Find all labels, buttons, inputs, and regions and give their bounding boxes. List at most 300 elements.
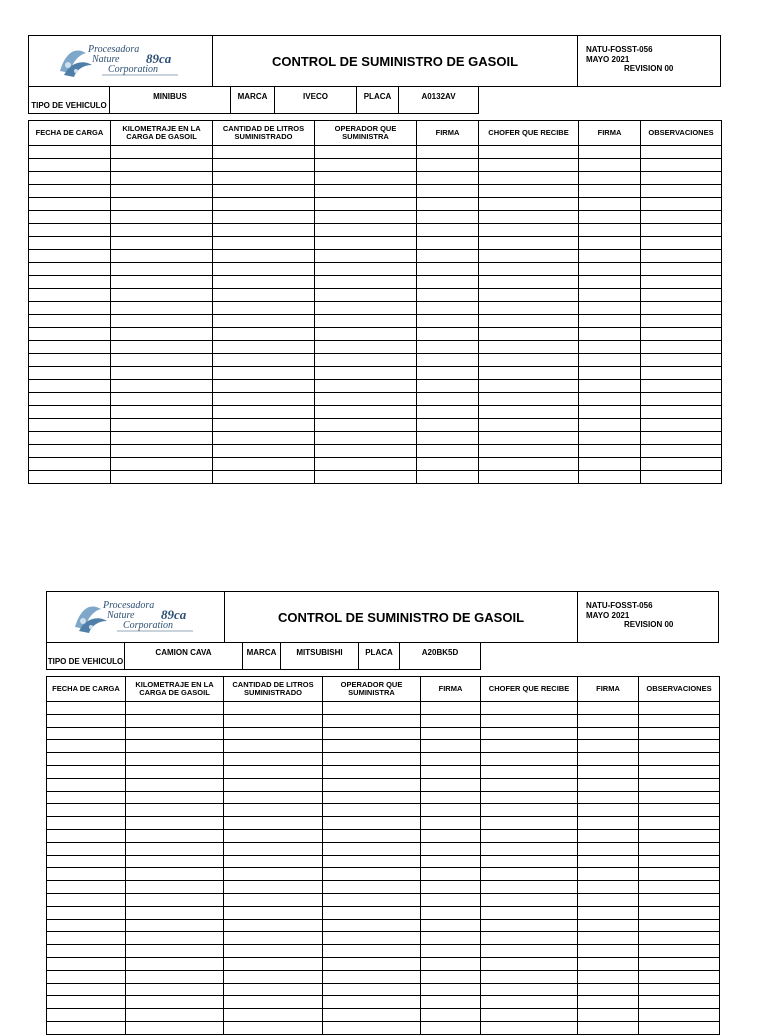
table-cell[interactable]	[641, 406, 722, 419]
table-cell[interactable]	[479, 198, 579, 211]
table-cell[interactable]	[29, 458, 111, 471]
table-cell[interactable]	[641, 185, 722, 198]
table-cell[interactable]	[29, 159, 111, 172]
table-cell[interactable]	[111, 302, 213, 315]
table-cell[interactable]	[126, 868, 224, 881]
table-cell[interactable]	[126, 919, 224, 932]
table-cell[interactable]	[639, 893, 720, 906]
table-cell[interactable]	[213, 367, 315, 380]
table-cell[interactable]	[224, 906, 323, 919]
table-cell[interactable]	[417, 159, 479, 172]
table-cell[interactable]	[29, 315, 111, 328]
table-cell[interactable]	[579, 224, 641, 237]
table-cell[interactable]	[47, 893, 126, 906]
table-cell[interactable]	[126, 1009, 224, 1022]
table-cell[interactable]	[417, 198, 479, 211]
table-cell[interactable]	[421, 868, 481, 881]
table-cell[interactable]	[323, 919, 421, 932]
table-cell[interactable]	[578, 765, 639, 778]
table-cell[interactable]	[47, 932, 126, 945]
table-cell[interactable]	[126, 932, 224, 945]
table-cell[interactable]	[323, 932, 421, 945]
table-cell[interactable]	[481, 791, 578, 804]
table-cell[interactable]	[641, 302, 722, 315]
table-cell[interactable]	[47, 983, 126, 996]
table-cell[interactable]	[579, 211, 641, 224]
table-cell[interactable]	[29, 328, 111, 341]
table-cell[interactable]	[224, 791, 323, 804]
table-cell[interactable]	[579, 341, 641, 354]
table-cell[interactable]	[29, 406, 111, 419]
table-cell[interactable]	[47, 906, 126, 919]
table-cell[interactable]	[479, 367, 579, 380]
table-cell[interactable]	[479, 315, 579, 328]
table-cell[interactable]	[481, 1009, 578, 1022]
table-cell[interactable]	[224, 702, 323, 715]
table-cell[interactable]	[641, 289, 722, 302]
table-cell[interactable]	[417, 471, 479, 484]
table-cell[interactable]	[481, 855, 578, 868]
table-cell[interactable]	[421, 765, 481, 778]
table-cell[interactable]	[315, 289, 417, 302]
table-cell[interactable]	[579, 302, 641, 315]
table-cell[interactable]	[111, 250, 213, 263]
table-cell[interactable]	[421, 1009, 481, 1022]
table-cell[interactable]	[641, 146, 722, 159]
table-cell[interactable]	[641, 432, 722, 445]
table-cell[interactable]	[481, 996, 578, 1009]
table-cell[interactable]	[315, 237, 417, 250]
table-cell[interactable]	[641, 224, 722, 237]
table-cell[interactable]	[111, 289, 213, 302]
table-cell[interactable]	[579, 471, 641, 484]
table-cell[interactable]	[578, 842, 639, 855]
table-cell[interactable]	[126, 957, 224, 970]
table-cell[interactable]	[47, 1021, 126, 1034]
table-cell[interactable]	[421, 932, 481, 945]
table-cell[interactable]	[224, 855, 323, 868]
table-cell[interactable]	[641, 198, 722, 211]
table-cell[interactable]	[213, 419, 315, 432]
table-cell[interactable]	[639, 702, 720, 715]
table-cell[interactable]	[481, 919, 578, 932]
table-cell[interactable]	[479, 250, 579, 263]
table-cell[interactable]	[315, 159, 417, 172]
table-cell[interactable]	[421, 791, 481, 804]
table-cell[interactable]	[224, 945, 323, 958]
table-cell[interactable]	[639, 919, 720, 932]
table-cell[interactable]	[639, 804, 720, 817]
table-cell[interactable]	[47, 970, 126, 983]
table-cell[interactable]	[641, 276, 722, 289]
table-cell[interactable]	[417, 367, 479, 380]
table-cell[interactable]	[315, 380, 417, 393]
table-cell[interactable]	[578, 868, 639, 881]
table-cell[interactable]	[481, 945, 578, 958]
table-cell[interactable]	[47, 945, 126, 958]
table-cell[interactable]	[421, 906, 481, 919]
table-cell[interactable]	[224, 1021, 323, 1034]
table-cell[interactable]	[126, 791, 224, 804]
table-cell[interactable]	[417, 263, 479, 276]
table-cell[interactable]	[47, 996, 126, 1009]
table-cell[interactable]	[126, 881, 224, 894]
table-cell[interactable]	[315, 367, 417, 380]
table-cell[interactable]	[213, 211, 315, 224]
table-cell[interactable]	[417, 172, 479, 185]
table-cell[interactable]	[111, 185, 213, 198]
table-cell[interactable]	[421, 727, 481, 740]
table-cell[interactable]	[224, 881, 323, 894]
table-cell[interactable]	[578, 791, 639, 804]
table-cell[interactable]	[421, 714, 481, 727]
table-cell[interactable]	[29, 224, 111, 237]
table-cell[interactable]	[323, 842, 421, 855]
table-cell[interactable]	[639, 983, 720, 996]
table-cell[interactable]	[111, 341, 213, 354]
table-cell[interactable]	[481, 778, 578, 791]
table-cell[interactable]	[29, 185, 111, 198]
table-cell[interactable]	[224, 765, 323, 778]
table-cell[interactable]	[579, 146, 641, 159]
table-cell[interactable]	[421, 983, 481, 996]
table-cell[interactable]	[417, 276, 479, 289]
table-cell[interactable]	[111, 354, 213, 367]
table-cell[interactable]	[479, 289, 579, 302]
table-cell[interactable]	[578, 740, 639, 753]
table-cell[interactable]	[481, 727, 578, 740]
table-cell[interactable]	[126, 702, 224, 715]
table-cell[interactable]	[224, 714, 323, 727]
table-cell[interactable]	[641, 458, 722, 471]
table-cell[interactable]	[111, 276, 213, 289]
table-cell[interactable]	[315, 198, 417, 211]
table-cell[interactable]	[421, 829, 481, 842]
table-cell[interactable]	[579, 289, 641, 302]
table-cell[interactable]	[481, 906, 578, 919]
table-cell[interactable]	[578, 1021, 639, 1034]
table-cell[interactable]	[417, 458, 479, 471]
table-cell[interactable]	[126, 1021, 224, 1034]
table-cell[interactable]	[639, 945, 720, 958]
table-cell[interactable]	[323, 945, 421, 958]
table-cell[interactable]	[641, 341, 722, 354]
table-cell[interactable]	[126, 817, 224, 830]
table-cell[interactable]	[224, 996, 323, 1009]
table-cell[interactable]	[224, 1009, 323, 1022]
table-cell[interactable]	[47, 868, 126, 881]
table-cell[interactable]	[479, 211, 579, 224]
table-cell[interactable]	[639, 868, 720, 881]
table-cell[interactable]	[421, 881, 481, 894]
table-cell[interactable]	[29, 419, 111, 432]
table-cell[interactable]	[639, 753, 720, 766]
table-cell[interactable]	[479, 393, 579, 406]
table-cell[interactable]	[641, 328, 722, 341]
table-cell[interactable]	[578, 829, 639, 842]
table-cell[interactable]	[579, 172, 641, 185]
table-cell[interactable]	[481, 702, 578, 715]
table-cell[interactable]	[126, 778, 224, 791]
table-cell[interactable]	[323, 868, 421, 881]
table-cell[interactable]	[323, 740, 421, 753]
table-cell[interactable]	[578, 702, 639, 715]
table-cell[interactable]	[29, 276, 111, 289]
table-cell[interactable]	[641, 315, 722, 328]
table-cell[interactable]	[323, 714, 421, 727]
table-cell[interactable]	[579, 250, 641, 263]
table-cell[interactable]	[213, 445, 315, 458]
table-cell[interactable]	[315, 406, 417, 419]
table-cell[interactable]	[579, 367, 641, 380]
table-cell[interactable]	[126, 765, 224, 778]
table-cell[interactable]	[421, 778, 481, 791]
table-cell[interactable]	[111, 237, 213, 250]
table-cell[interactable]	[29, 393, 111, 406]
table-cell[interactable]	[578, 727, 639, 740]
table-cell[interactable]	[481, 957, 578, 970]
table-cell[interactable]	[111, 211, 213, 224]
table-cell[interactable]	[639, 791, 720, 804]
table-cell[interactable]	[315, 432, 417, 445]
table-cell[interactable]	[213, 341, 315, 354]
table-cell[interactable]	[421, 702, 481, 715]
table-cell[interactable]	[224, 804, 323, 817]
table-cell[interactable]	[417, 380, 479, 393]
table-cell[interactable]	[29, 237, 111, 250]
table-cell[interactable]	[126, 906, 224, 919]
table-cell[interactable]	[579, 393, 641, 406]
table-cell[interactable]	[421, 957, 481, 970]
table-cell[interactable]	[315, 458, 417, 471]
table-cell[interactable]	[639, 727, 720, 740]
table-cell[interactable]	[47, 829, 126, 842]
table-cell[interactable]	[639, 817, 720, 830]
table-cell[interactable]	[323, 829, 421, 842]
table-cell[interactable]	[213, 458, 315, 471]
table-cell[interactable]	[29, 289, 111, 302]
table-cell[interactable]	[481, 893, 578, 906]
table-cell[interactable]	[479, 328, 579, 341]
table-cell[interactable]	[315, 211, 417, 224]
table-cell[interactable]	[111, 471, 213, 484]
table-cell[interactable]	[315, 276, 417, 289]
table-cell[interactable]	[29, 198, 111, 211]
table-cell[interactable]	[578, 804, 639, 817]
table-cell[interactable]	[315, 341, 417, 354]
table-cell[interactable]	[213, 198, 315, 211]
table-cell[interactable]	[639, 932, 720, 945]
table-cell[interactable]	[479, 237, 579, 250]
table-cell[interactable]	[479, 172, 579, 185]
table-cell[interactable]	[481, 842, 578, 855]
table-cell[interactable]	[421, 945, 481, 958]
table-cell[interactable]	[126, 804, 224, 817]
table-cell[interactable]	[29, 432, 111, 445]
table-cell[interactable]	[213, 185, 315, 198]
table-cell[interactable]	[224, 829, 323, 842]
table-cell[interactable]	[641, 393, 722, 406]
table-cell[interactable]	[224, 740, 323, 753]
table-cell[interactable]	[579, 276, 641, 289]
table-cell[interactable]	[579, 328, 641, 341]
table-cell[interactable]	[481, 753, 578, 766]
table-cell[interactable]	[213, 263, 315, 276]
table-cell[interactable]	[323, 791, 421, 804]
table-cell[interactable]	[578, 753, 639, 766]
table-cell[interactable]	[323, 996, 421, 1009]
table-cell[interactable]	[126, 714, 224, 727]
table-cell[interactable]	[479, 341, 579, 354]
table-cell[interactable]	[126, 945, 224, 958]
table-cell[interactable]	[579, 380, 641, 393]
table-cell[interactable]	[578, 881, 639, 894]
table-cell[interactable]	[323, 893, 421, 906]
table-cell[interactable]	[417, 289, 479, 302]
table-cell[interactable]	[47, 919, 126, 932]
table-cell[interactable]	[479, 471, 579, 484]
table-cell[interactable]	[579, 406, 641, 419]
table-cell[interactable]	[111, 432, 213, 445]
table-cell[interactable]	[29, 302, 111, 315]
table-cell[interactable]	[323, 855, 421, 868]
table-cell[interactable]	[417, 185, 479, 198]
table-cell[interactable]	[111, 380, 213, 393]
table-cell[interactable]	[481, 829, 578, 842]
table-cell[interactable]	[126, 970, 224, 983]
table-cell[interactable]	[417, 146, 479, 159]
table-cell[interactable]	[639, 970, 720, 983]
table-cell[interactable]	[421, 970, 481, 983]
table-cell[interactable]	[421, 919, 481, 932]
table-cell[interactable]	[481, 740, 578, 753]
table-cell[interactable]	[47, 753, 126, 766]
table-cell[interactable]	[579, 198, 641, 211]
table-cell[interactable]	[111, 198, 213, 211]
table-cell[interactable]	[323, 1009, 421, 1022]
table-cell[interactable]	[213, 380, 315, 393]
table-cell[interactable]	[47, 804, 126, 817]
table-cell[interactable]	[323, 778, 421, 791]
table-cell[interactable]	[639, 740, 720, 753]
table-cell[interactable]	[578, 817, 639, 830]
table-cell[interactable]	[213, 146, 315, 159]
table-cell[interactable]	[315, 250, 417, 263]
table-cell[interactable]	[421, 842, 481, 855]
table-cell[interactable]	[639, 765, 720, 778]
table-cell[interactable]	[111, 146, 213, 159]
table-cell[interactable]	[639, 881, 720, 894]
table-cell[interactable]	[213, 302, 315, 315]
table-cell[interactable]	[479, 432, 579, 445]
table-cell[interactable]	[421, 1021, 481, 1034]
table-cell[interactable]	[224, 842, 323, 855]
table-cell[interactable]	[479, 263, 579, 276]
table-cell[interactable]	[639, 996, 720, 1009]
table-cell[interactable]	[29, 263, 111, 276]
table-cell[interactable]	[639, 855, 720, 868]
table-cell[interactable]	[111, 393, 213, 406]
table-cell[interactable]	[417, 302, 479, 315]
table-cell[interactable]	[224, 727, 323, 740]
table-cell[interactable]	[579, 237, 641, 250]
table-cell[interactable]	[111, 406, 213, 419]
table-cell[interactable]	[47, 727, 126, 740]
table-cell[interactable]	[639, 829, 720, 842]
table-cell[interactable]	[639, 714, 720, 727]
table-cell[interactable]	[213, 471, 315, 484]
table-cell[interactable]	[578, 919, 639, 932]
table-cell[interactable]	[315, 328, 417, 341]
table-cell[interactable]	[213, 289, 315, 302]
table-cell[interactable]	[126, 893, 224, 906]
table-cell[interactable]	[641, 237, 722, 250]
table-cell[interactable]	[315, 445, 417, 458]
table-cell[interactable]	[323, 983, 421, 996]
table-cell[interactable]	[224, 893, 323, 906]
table-cell[interactable]	[641, 172, 722, 185]
table-cell[interactable]	[417, 393, 479, 406]
table-cell[interactable]	[421, 996, 481, 1009]
table-cell[interactable]	[213, 237, 315, 250]
table-cell[interactable]	[111, 224, 213, 237]
table-cell[interactable]	[111, 172, 213, 185]
table-cell[interactable]	[641, 354, 722, 367]
table-cell[interactable]	[417, 315, 479, 328]
table-cell[interactable]	[323, 727, 421, 740]
table-cell[interactable]	[213, 159, 315, 172]
table-cell[interactable]	[579, 445, 641, 458]
table-cell[interactable]	[224, 932, 323, 945]
table-cell[interactable]	[47, 881, 126, 894]
table-cell[interactable]	[315, 172, 417, 185]
table-cell[interactable]	[29, 471, 111, 484]
table-cell[interactable]	[641, 159, 722, 172]
table-cell[interactable]	[47, 1009, 126, 1022]
table-cell[interactable]	[213, 276, 315, 289]
table-cell[interactable]	[323, 702, 421, 715]
table-cell[interactable]	[29, 250, 111, 263]
table-cell[interactable]	[578, 932, 639, 945]
table-cell[interactable]	[315, 354, 417, 367]
table-cell[interactable]	[111, 445, 213, 458]
table-cell[interactable]	[479, 276, 579, 289]
table-cell[interactable]	[579, 458, 641, 471]
table-cell[interactable]	[579, 159, 641, 172]
table-cell[interactable]	[111, 315, 213, 328]
table-cell[interactable]	[641, 471, 722, 484]
table-cell[interactable]	[578, 1009, 639, 1022]
table-cell[interactable]	[47, 957, 126, 970]
table-cell[interactable]	[126, 842, 224, 855]
table-cell[interactable]	[323, 906, 421, 919]
table-cell[interactable]	[47, 778, 126, 791]
table-cell[interactable]	[641, 211, 722, 224]
table-cell[interactable]	[29, 367, 111, 380]
table-cell[interactable]	[421, 804, 481, 817]
table-cell[interactable]	[417, 406, 479, 419]
table-cell[interactable]	[479, 445, 579, 458]
table-cell[interactable]	[479, 354, 579, 367]
table-cell[interactable]	[578, 855, 639, 868]
table-cell[interactable]	[224, 919, 323, 932]
table-cell[interactable]	[641, 367, 722, 380]
table-cell[interactable]	[126, 855, 224, 868]
table-cell[interactable]	[47, 855, 126, 868]
table-cell[interactable]	[213, 406, 315, 419]
table-cell[interactable]	[213, 250, 315, 263]
table-cell[interactable]	[639, 842, 720, 855]
